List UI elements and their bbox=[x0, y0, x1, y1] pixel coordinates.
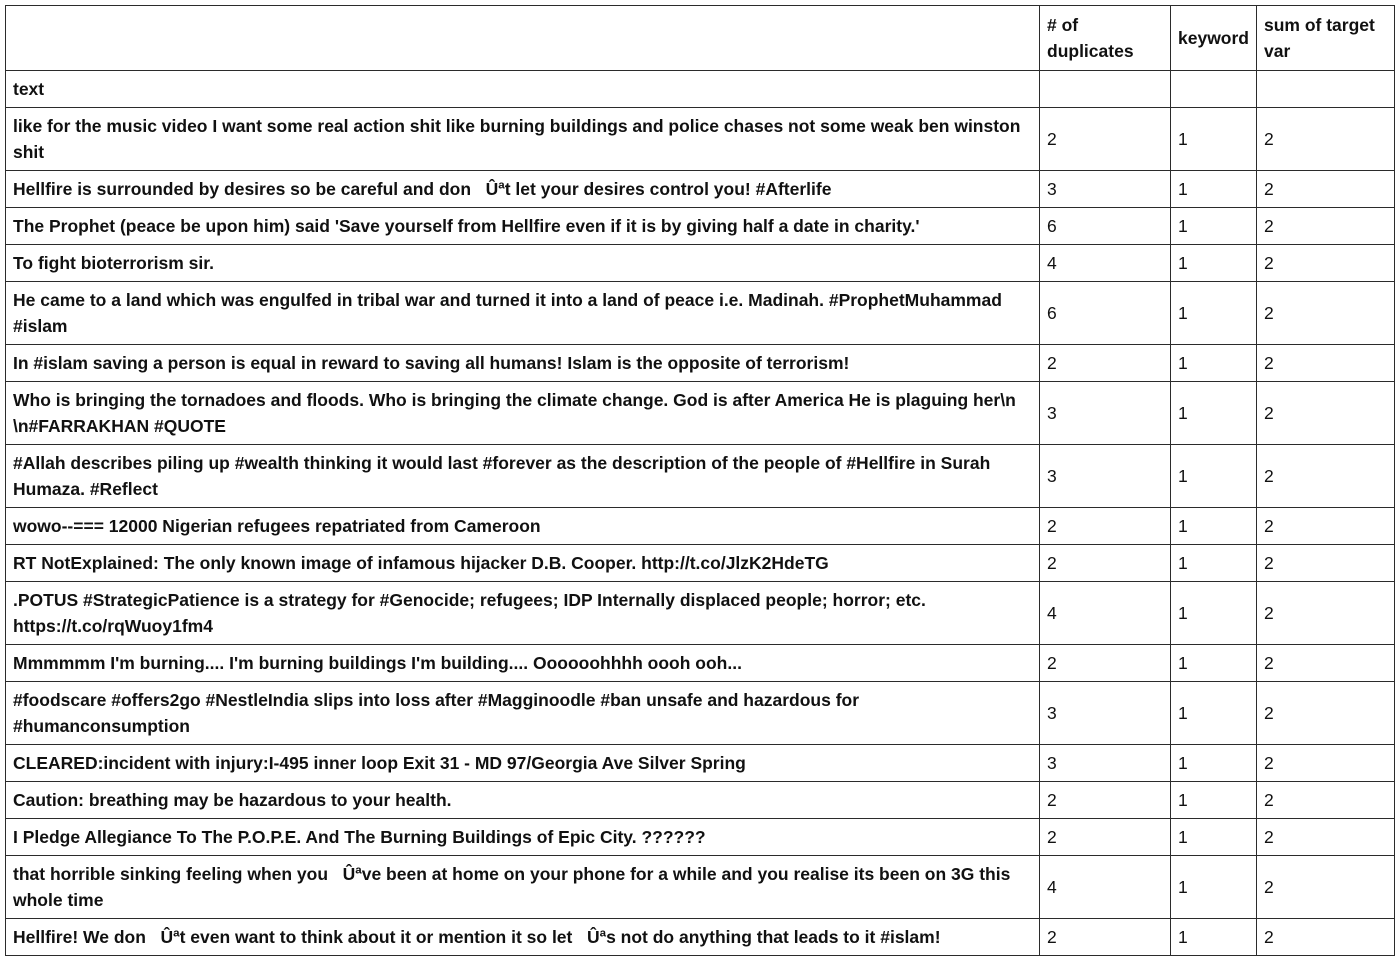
cell-keyword: 1 bbox=[1171, 919, 1257, 956]
header-row bbox=[6, 6, 1395, 71]
empty-cell bbox=[1257, 71, 1395, 108]
cell-text: #Allah describes piling up #wealth thinking it would last #forever as the description of the people of #Hellfire in Surah Humaza. #Reflect bbox=[6, 445, 1040, 508]
cell-text: that horrible sinking feeling when you Ûªve been at home on your phone for a while and you realise its been on 3G this whole time bbox=[6, 856, 1040, 919]
cell-sum-target: 2 bbox=[1257, 782, 1395, 819]
table-row bbox=[6, 645, 1395, 682]
cell-sum-target: 2 bbox=[1257, 245, 1395, 282]
cell-duplicates: 2 bbox=[1040, 108, 1171, 171]
table-row bbox=[6, 819, 1395, 856]
cell-keyword: 1 bbox=[1171, 345, 1257, 382]
cell-sum-target: 2 bbox=[1257, 856, 1395, 919]
table-row bbox=[6, 856, 1395, 919]
cell-sum-target: 2 bbox=[1257, 582, 1395, 645]
cell-text: He came to a land which was engulfed in tribal war and turned it into a land of peace i.e. Madinah. #ProphetMuhammad #islam bbox=[6, 282, 1040, 345]
index-label: text bbox=[6, 71, 1040, 108]
cell-duplicates: 3 bbox=[1040, 171, 1171, 208]
cell-keyword: 1 bbox=[1171, 445, 1257, 508]
cell-text: CLEARED:incident with injury:I-495 inner loop Exit 31 - MD 97/Georgia Ave Silver Spring bbox=[6, 745, 1040, 782]
cell-text: To fight bioterrorism sir. bbox=[6, 245, 1040, 282]
cell-duplicates: 2 bbox=[1040, 508, 1171, 545]
cell-duplicates: 4 bbox=[1040, 245, 1171, 282]
cell-keyword: 1 bbox=[1171, 545, 1257, 582]
table-row bbox=[6, 508, 1395, 545]
table-row bbox=[6, 745, 1395, 782]
table-row bbox=[6, 545, 1395, 582]
cell-duplicates: 2 bbox=[1040, 345, 1171, 382]
cell-sum-target: 2 bbox=[1257, 508, 1395, 545]
cell-keyword: 1 bbox=[1171, 245, 1257, 282]
table-row bbox=[6, 445, 1395, 508]
duplicates-table-container bbox=[5, 5, 1394, 956]
cell-sum-target: 2 bbox=[1257, 108, 1395, 171]
cell-text: .POTUS #StrategicPatience is a strategy for #Genocide; refugees; IDP Internally displaced people; horror; etc. https://t.co/rqWuoy1fm4 bbox=[6, 582, 1040, 645]
header-duplicates: # of duplicates bbox=[1040, 6, 1171, 71]
cell-keyword: 1 bbox=[1171, 645, 1257, 682]
cell-duplicates: 2 bbox=[1040, 545, 1171, 582]
header-sum-target: sum of target var bbox=[1257, 6, 1395, 71]
table-row bbox=[6, 208, 1395, 245]
cell-keyword: 1 bbox=[1171, 108, 1257, 171]
cell-keyword: 1 bbox=[1171, 782, 1257, 819]
cell-sum-target: 2 bbox=[1257, 745, 1395, 782]
cell-keyword: 1 bbox=[1171, 171, 1257, 208]
cell-sum-target: 2 bbox=[1257, 282, 1395, 345]
cell-sum-target: 2 bbox=[1257, 682, 1395, 745]
cell-sum-target: 2 bbox=[1257, 345, 1395, 382]
cell-duplicates: 4 bbox=[1040, 582, 1171, 645]
cell-text: In #islam saving a person is equal in reward to saving all humans! Islam is the opposite of terrorism! bbox=[6, 345, 1040, 382]
table-row bbox=[6, 782, 1395, 819]
cell-duplicates: 3 bbox=[1040, 445, 1171, 508]
cell-keyword: 1 bbox=[1171, 282, 1257, 345]
cell-duplicates: 2 bbox=[1040, 919, 1171, 956]
cell-text: Hellfire is surrounded by desires so be careful and don Ûªt let your desires control you! #Afterlife bbox=[6, 171, 1040, 208]
header-keyword: keyword bbox=[1171, 6, 1257, 71]
cell-duplicates: 3 bbox=[1040, 682, 1171, 745]
cell-sum-target: 2 bbox=[1257, 171, 1395, 208]
cell-duplicates: 3 bbox=[1040, 745, 1171, 782]
table-row bbox=[6, 171, 1395, 208]
cell-text: #foodscare #offers2go #NestleIndia slips into loss after #Magginoodle #ban unsafe and hazardous for #humanconsumption bbox=[6, 682, 1040, 745]
cell-text: Who is bringing the tornadoes and floods. Who is bringing the climate change. God is after America He is plaguing her\n \n#FARRAKHAN #QUOTE bbox=[6, 382, 1040, 445]
cell-sum-target: 2 bbox=[1257, 819, 1395, 856]
table-row bbox=[6, 582, 1395, 645]
table-row bbox=[6, 345, 1395, 382]
cell-text: I Pledge Allegiance To The P.O.P.E. And The Burning Buildings of Epic City. ?????? bbox=[6, 819, 1040, 856]
cell-text: The Prophet (peace be upon him) said 'Save yourself from Hellfire even if it is by giving half a date in charity.' bbox=[6, 208, 1040, 245]
cell-text: Caution: breathing may be hazardous to your health. bbox=[6, 782, 1040, 819]
cell-sum-target: 2 bbox=[1257, 545, 1395, 582]
cell-duplicates: 2 bbox=[1040, 645, 1171, 682]
header-text bbox=[6, 6, 1040, 71]
cell-keyword: 1 bbox=[1171, 508, 1257, 545]
cell-duplicates: 2 bbox=[1040, 782, 1171, 819]
cell-duplicates: 2 bbox=[1040, 819, 1171, 856]
table-row bbox=[6, 282, 1395, 345]
empty-cell bbox=[1171, 71, 1257, 108]
cell-text: RT NotExplained: The only known image of infamous hijacker D.B. Cooper. http://t.co/JlzK2HdeTG bbox=[6, 545, 1040, 582]
empty-cell bbox=[1040, 71, 1171, 108]
cell-duplicates: 6 bbox=[1040, 208, 1171, 245]
cell-keyword: 1 bbox=[1171, 819, 1257, 856]
cell-sum-target: 2 bbox=[1257, 919, 1395, 956]
table-row bbox=[6, 382, 1395, 445]
duplicates-table bbox=[5, 5, 1395, 956]
cell-keyword: 1 bbox=[1171, 582, 1257, 645]
table-row bbox=[6, 919, 1395, 956]
cell-sum-target: 2 bbox=[1257, 445, 1395, 508]
cell-sum-target: 2 bbox=[1257, 208, 1395, 245]
cell-keyword: 1 bbox=[1171, 745, 1257, 782]
cell-keyword: 1 bbox=[1171, 682, 1257, 745]
cell-text: wowo--=== 12000 Nigerian refugees repatriated from Cameroon bbox=[6, 508, 1040, 545]
cell-text: like for the music video I want some real action shit like burning buildings and police chases not some weak ben winston shit bbox=[6, 108, 1040, 171]
cell-keyword: 1 bbox=[1171, 208, 1257, 245]
table-row bbox=[6, 245, 1395, 282]
cell-text: Mmmmmm I'm burning.... I'm burning buildings I'm building.... Oooooohhhh oooh ooh... bbox=[6, 645, 1040, 682]
cell-duplicates: 6 bbox=[1040, 282, 1171, 345]
cell-duplicates: 4 bbox=[1040, 856, 1171, 919]
cell-keyword: 1 bbox=[1171, 856, 1257, 919]
cell-text: Hellfire! We don Ûªt even want to think about it or mention it so let Ûªs not do anything that leads to it #islam! bbox=[6, 919, 1040, 956]
table-row bbox=[6, 108, 1395, 171]
index-label-row bbox=[6, 71, 1395, 108]
cell-sum-target: 2 bbox=[1257, 645, 1395, 682]
cell-duplicates: 3 bbox=[1040, 382, 1171, 445]
cell-sum-target: 2 bbox=[1257, 382, 1395, 445]
cell-keyword: 1 bbox=[1171, 382, 1257, 445]
table-row bbox=[6, 682, 1395, 745]
